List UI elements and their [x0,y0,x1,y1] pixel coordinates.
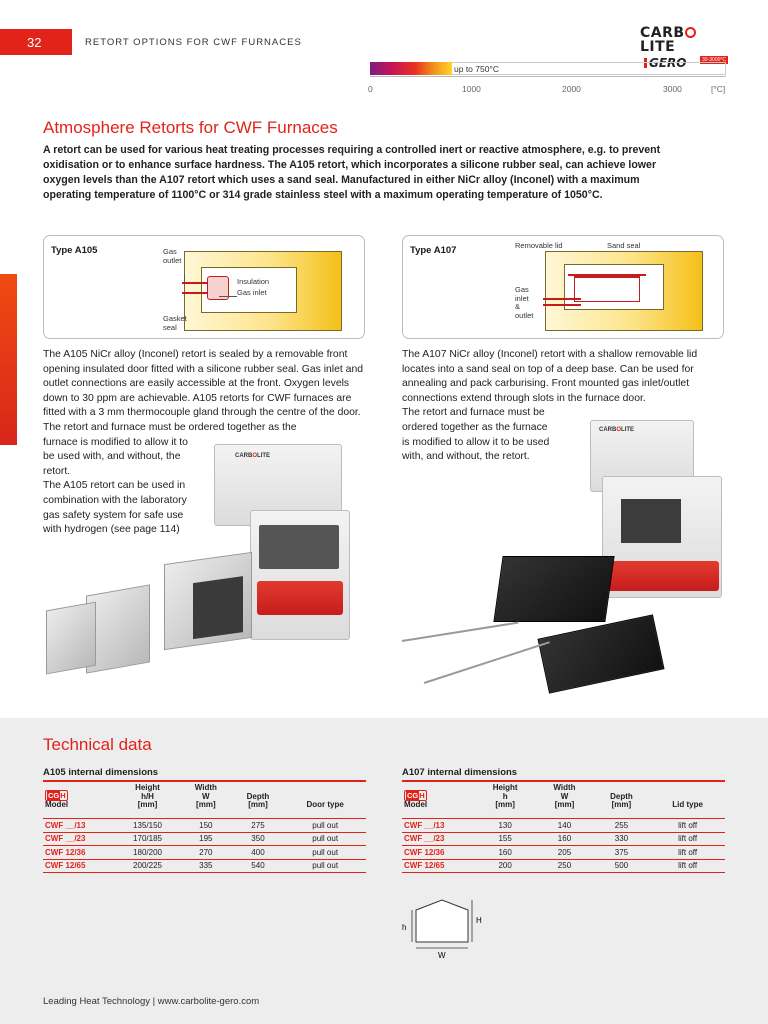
gas-line [543,298,581,300]
paragraph: gas safety system for safe use [43,509,184,521]
column-header-height: Height h [mm] [474,781,536,812]
profile-label-H: H [476,916,482,925]
diagram-type-label: Type A105 [51,245,98,256]
callout-sand-seal: Sand seal [607,241,641,250]
column-header-depth: Depth [mm] [232,781,285,812]
furnace-chamber [621,499,681,543]
table-cell: 375 [593,846,651,860]
a105-dimensions-table [43,780,366,873]
callout-gas-inlet-outlet: Gas inlet & outlet [515,285,534,320]
paragraph: with hydrogen (see page 114) [43,524,180,536]
table-cell: 200 [474,859,536,873]
table-cell: 170/185 [115,832,180,846]
diagram-type-label: Type A107 [410,245,457,256]
running-title: RETORT OPTIONS FOR CWF FURNACES [85,37,302,48]
paragraph: furnace is modified to allow it to [43,436,188,448]
profile-label-h: h [402,923,407,932]
table-cell: 135/150 [115,819,180,833]
a105-table-title: A105 internal dimensions [43,767,159,778]
callout-gasket-seal: Gasket seal [163,314,187,332]
column-header-model: CGH Model [43,781,115,812]
logo-gero: GERO [644,56,687,70]
temperature-gradient-bar [370,62,452,75]
table-cell: 205 [536,846,592,860]
table-cell: CWF 12/65 [402,859,474,873]
paragraph: be used with, and without, the [43,451,181,463]
table-cell: 350 [232,832,285,846]
table-cell: 275 [232,819,285,833]
section-title: Atmosphere Retorts for CWF Furnaces [43,118,338,137]
furnace-opening [259,525,339,569]
a107-retort-base [493,556,614,622]
paragraph: is modified to allow it to be used [402,436,550,448]
table-cell: 540 [232,859,285,873]
furnace-badge: CARBOLITE [235,453,271,459]
temp-tick: 2000 [562,84,581,94]
callout-gas-inlet: Gas inlet [237,288,267,297]
table-cell: 130 [474,819,536,833]
column-header-depth: Depth [mm] [593,781,651,812]
table-cell: 335 [180,859,232,873]
table-row [43,846,366,860]
retort-lid [568,274,646,276]
callout-insulation: Insulation [237,277,270,286]
table-cell: 160 [474,846,536,860]
logo-wordmark: CARBLITE [640,26,728,54]
paragraph: with, and without, the retort. [402,451,530,463]
table-row [402,859,725,873]
furnace-red-panel [607,561,719,591]
leader-line [219,296,237,297]
cgh-badge: CGH [404,790,427,801]
chamber-profile-diagram [398,896,490,960]
column-header-door-type: Door type [284,781,366,812]
temp-tick: 0 [368,84,373,94]
technical-data-title: Technical data [43,735,152,754]
table-cell: pull out [284,859,366,873]
table-cell: 270 [180,846,232,860]
furnace-badge: CARBOLITE [599,427,635,433]
paragraph: The A105 NiCr alloy (Inconel) retort is sealed by a removable front opening insulated door fitted with a silicone rubber seal. Gas inlet and outlet connections are easily accessible at the front. Oxygen levels down to 30 ppm are achievable. A105 retorts for CWF furnaces are fitted with a 3 mm thermocouple gland through the centre of the door. [43,349,363,419]
callout-removable-lid: Removable lid [515,241,563,250]
table-row [402,846,725,860]
table-cell: pull out [284,846,366,860]
table-row [43,819,366,833]
furnace-wall [545,251,703,331]
table-cell: CWF __/23 [43,832,115,846]
table-cell: pull out [284,819,366,833]
carbolite-gero-logo [640,25,728,70]
paragraph: combination with the laboratory [43,494,187,506]
temp-unit: [°C] [711,84,726,94]
a105-retort-body [164,552,252,650]
gas-line [182,292,208,294]
table-cell: 140 [536,819,592,833]
decorative-red-bar [0,274,17,445]
retort-opening [193,576,243,639]
column-header-model: CGH Model [402,781,474,812]
leader-line [184,274,190,283]
gas-line [543,304,581,306]
furnace-red-panel [257,581,343,615]
column-header-height: Height h/H [mm] [115,781,180,812]
a107-dimensions-table [402,780,725,873]
table-cell: 150 [180,819,232,833]
table-cell: 200/225 [115,859,180,873]
temp-tick: 1000 [462,84,481,94]
footer-text: Leading Heat Technology | www.carbolite-gero.com [43,996,260,1007]
page-number: 32 [0,29,72,55]
column-header-width: Width W [mm] [536,781,592,812]
column-header-width: Width W [mm] [180,781,232,812]
table-cell: CWF 12/36 [402,846,474,860]
table-cell: lift off [650,846,725,860]
table-cell: 180/200 [115,846,180,860]
table-cell: 255 [593,819,651,833]
table-cell: CWF __/13 [402,819,474,833]
table-row [43,859,366,873]
a107-table-title: A107 internal dimensions [402,767,518,778]
paragraph: retort. [43,465,71,477]
temperature-range-label: up to 750°C [454,64,499,74]
table-cell: 250 [536,859,592,873]
gas-pipe [402,622,519,642]
temp-tick: 3000 [663,84,682,94]
paragraph: The retort and furnace must be ordered together as the [43,421,297,433]
a107-retort-lid [537,614,664,693]
table-cell: 155 [474,832,536,846]
retort-box [574,276,640,302]
profile-label-W: W [438,951,446,960]
table-row [402,819,725,833]
table-cell: lift off [650,859,725,873]
table-cell: lift off [650,832,725,846]
table-cell: lift off [650,819,725,833]
a107-furnace-body [602,476,722,598]
table-cell: CWF 12/65 [43,859,115,873]
table-cell: CWF 12/36 [43,846,115,860]
table-cell: CWF __/23 [402,832,474,846]
temperature-axis [370,76,726,81]
column-header-lid-type: Lid type [650,781,725,812]
intro-paragraph: A retort can be used for various heat treating processes requiring a controlled inert or reactive atmosphere, e.g. to prevent oxidisation or to enhance surface hardness. The A105 retort, which incorporates a silicone rubber seal, can achieve lower oxygen levels than the A107 retort which uses a sand seal. Manufactured in either NiCr alloy (Inconel) with a maximum operating temperature of 1100°C or 314 grade stainless steel with a maximum operating temperature of 1050°C. [43,144,661,201]
table-row [43,832,366,846]
chamber-profile-shape [416,900,468,942]
table-cell: 195 [180,832,232,846]
table-cell: pull out [284,832,366,846]
paragraph: ordered together as the furnace [402,421,548,433]
table-cell: 160 [536,832,592,846]
a105-retort-gasket [46,602,96,675]
callout-gas-outlet: Gas outlet [163,247,182,265]
paragraph: The retort and furnace must be [402,407,545,419]
table-cell: 500 [593,859,651,873]
cgh-badge: CGH [45,790,68,801]
paragraph: The A105 retort can be used in [43,480,186,492]
table-cell: 400 [232,846,285,860]
table-cell: 330 [593,832,651,846]
logo-tag: 30-3000°C [702,57,726,63]
diagram-a105 [43,235,365,339]
table-row [402,832,725,846]
table-cell: CWF __/13 [43,819,115,833]
a105-furnace-body [250,510,350,640]
paragraph: The A107 NiCr alloy (Inconel) retort with a shallow removable lid locates into a sand seal on top of a deep base. Can be used for annealing and pack carburising. Front mounted gas inlet/outlet connections extend through slots in the furnace door. [402,349,698,404]
diagram-a107 [402,235,724,339]
gas-pipe [424,641,550,684]
